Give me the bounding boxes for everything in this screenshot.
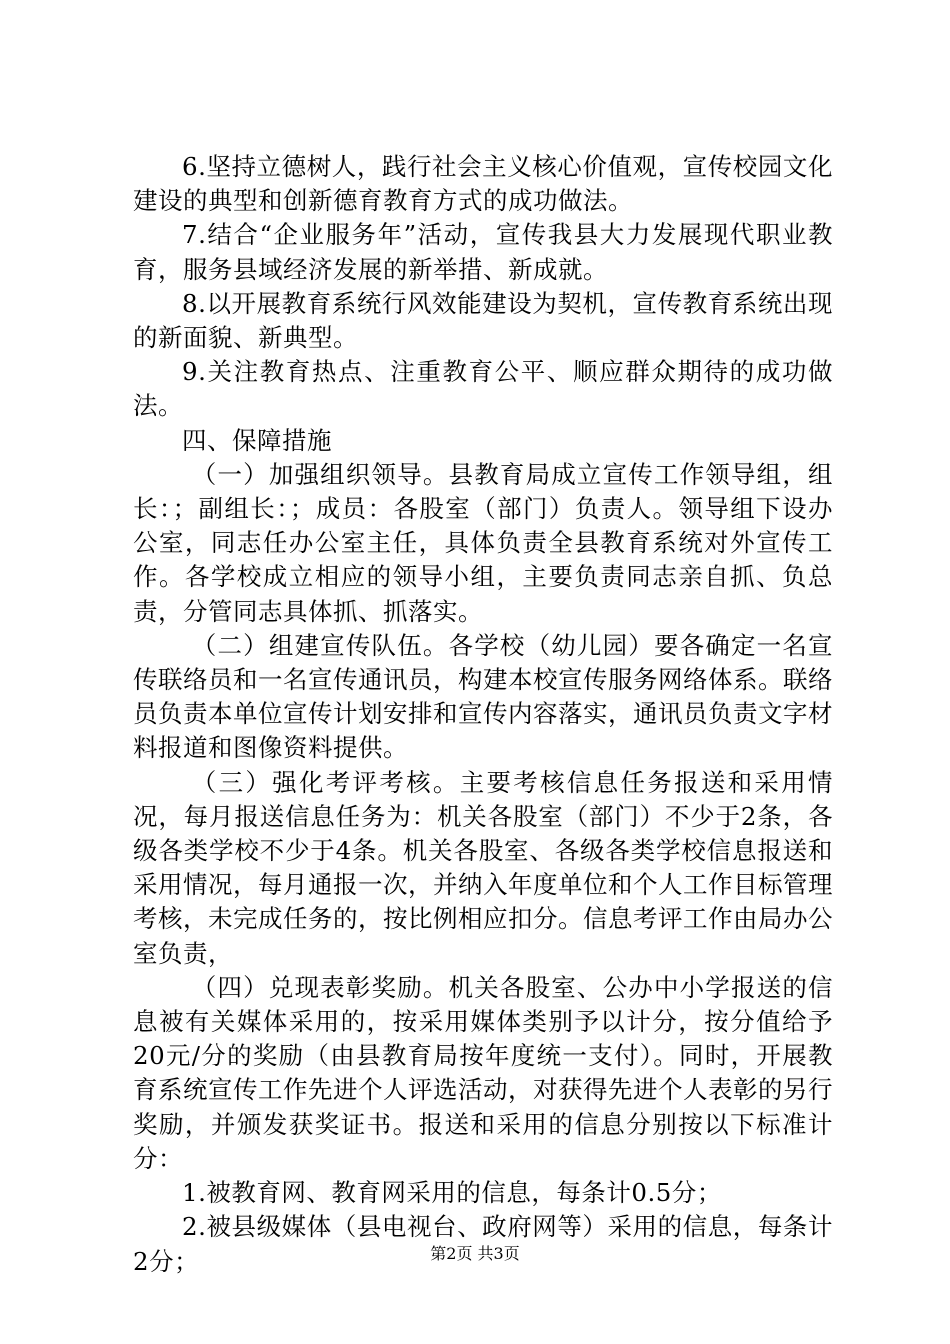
paragraph: 8.以开展教育系统行风效能建设为契机，宣传教育系统出现的新面貌、新典型。 bbox=[133, 288, 833, 353]
paragraph: （一）加强组织领导。县教育局成立宣传工作领导组，组长：；副组长：；成员：各股室（部门）负责人。领导组下设办公室，同志任办公室主任，具体负责全县教育系统对外宣传工作。各学校成立相应的领导小组，主要负责同志亲自抓、负总责，分管同志具体抓、抓落实。 bbox=[133, 459, 833, 626]
paragraph: 6.坚持立德树人，践行社会主义核心价值观，宣传校园文化建设的典型和创新德育教育方式的成功做法。 bbox=[133, 152, 833, 216]
section-heading: 四、保障措施 bbox=[182, 425, 332, 455]
paragraph: 7.结合“企业服务年”活动，宣传我县大力发展现代职业教育，服务县域经济发展的新举措、新成就。 bbox=[133, 220, 833, 284]
paragraph: （四）兑现表彰奖励。机关各股室、公办中小学报送的信息被有关媒体采用的，按采用媒体类别予以计分，按分值给予20元/分的奖励（由县教育局按年度统一支付）。同时，开展教育系统宣传工作先进个人评选活动，对获得先进个人表彰的另行奖励，并颁发获奖证书。报送和采用的信息分别按以下标准计分： bbox=[133, 972, 833, 1173]
paragraph: 1.被教育网、教育网采用的信息，每条计0.5分； bbox=[182, 1178, 722, 1208]
paragraph: （三）强化考评考核。主要考核信息任务报送和采用情况，每月报送信息任务为：机关各股室（部门）不少于2条，各级各类学校不少于4条。机关各股室、各级各类学校信息报送和采用情况，每月通报一次，并纳入年度单位和个人工作目标管理考核，未完成任务的，按比例相应扣分。信息考评工作由局办公室负责， bbox=[133, 767, 833, 968]
document-body bbox=[133, 150, 833, 1279]
paragraph: （二）组建宣传队伍。各学校（幼儿园）要各确定一名宣传联络员和一名宣传通讯员，构建本校宣传服务网络体系。联络员负责本单位宣传计划安排和宣传内容落实，通讯员负责文字材料报道和图像资料提供。 bbox=[133, 630, 833, 763]
paragraph: 2.被县级媒体（县电视台、政府网等）采用的信息，每条计2分； bbox=[133, 1212, 833, 1276]
page-footer: 第2页 共3页 bbox=[430, 1244, 520, 1263]
paragraph: 9.关注教育热点、注重教育公平、顺应群众期待的成功做法。 bbox=[133, 357, 833, 421]
